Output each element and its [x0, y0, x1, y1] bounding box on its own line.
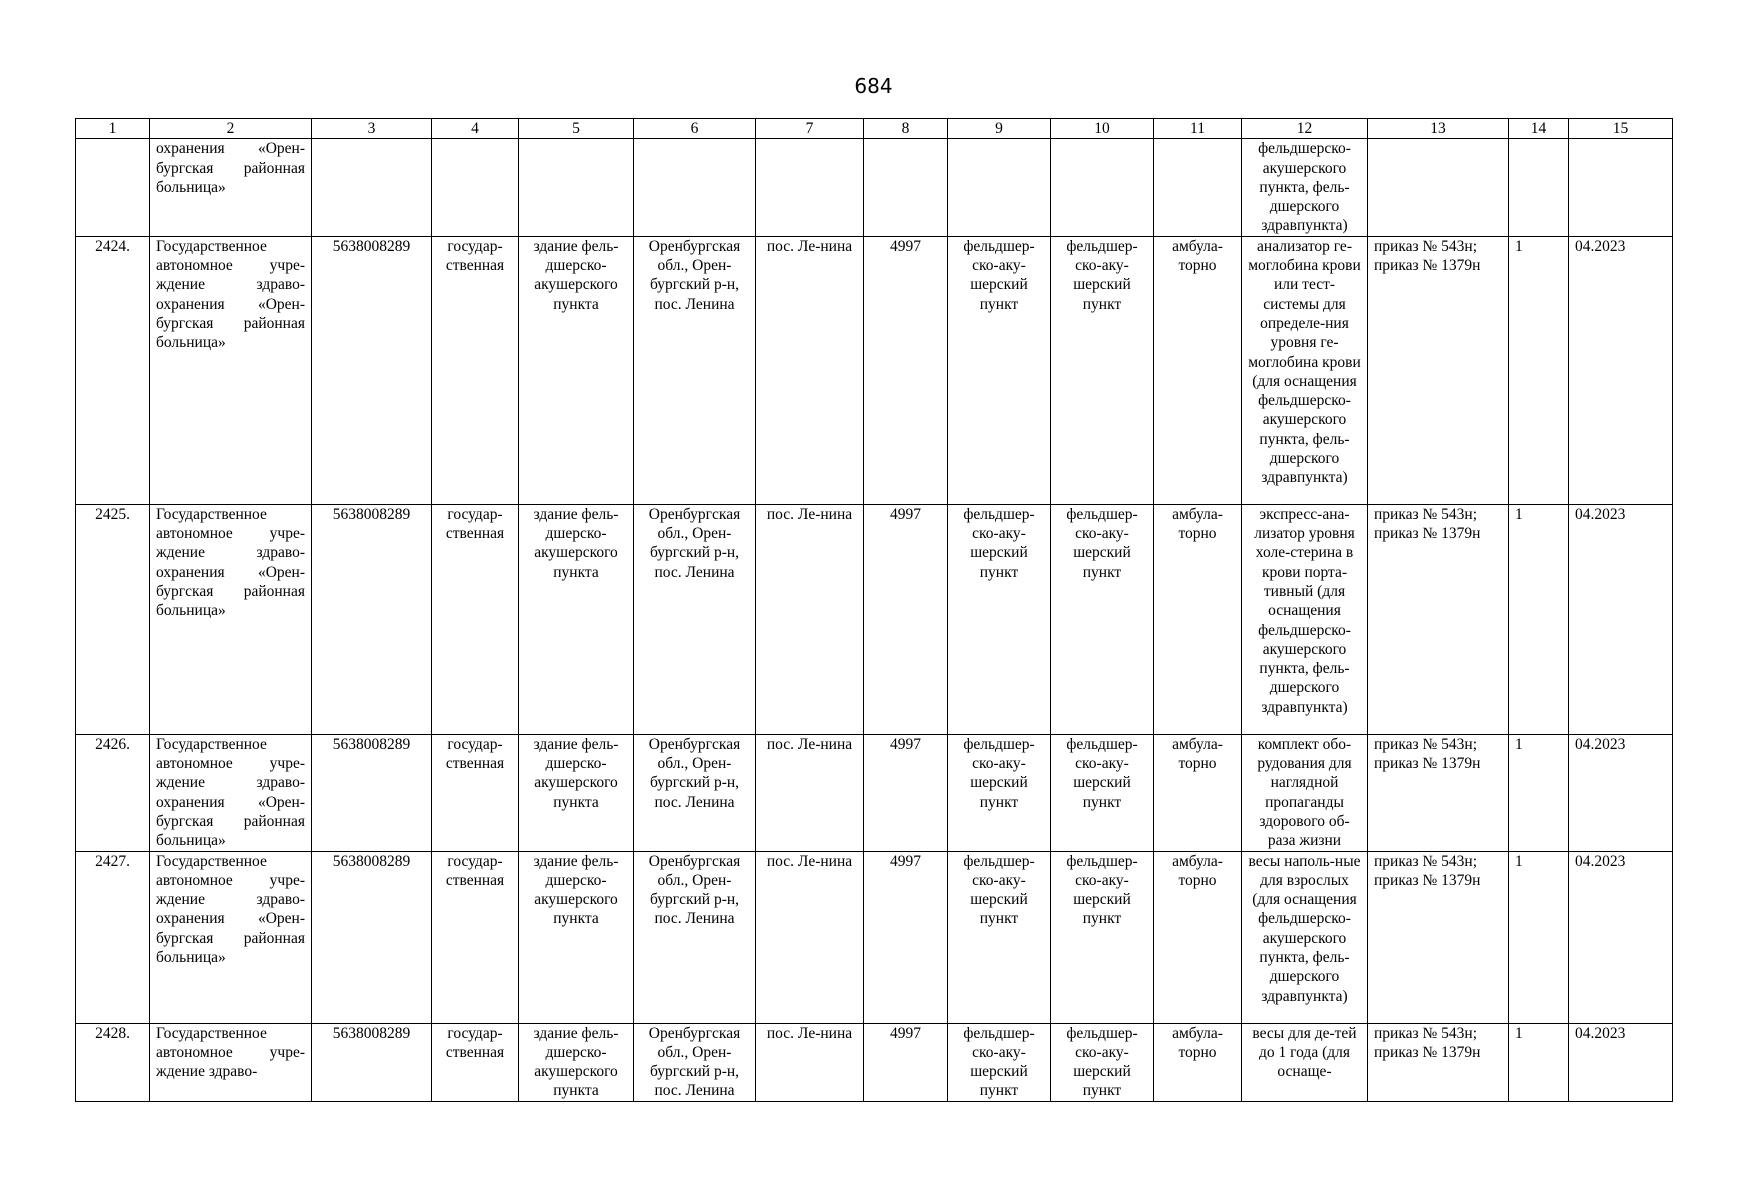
cell-care-form: амбула-торно — [1154, 1023, 1242, 1101]
cell-population: 4997 — [864, 1023, 948, 1101]
cell-org: Государственное автономное учре-ждение здраво-охранения «Орен-бургская районная больница» — [150, 236, 312, 504]
cell-settlement: пос. Ле-нина — [756, 851, 864, 1023]
cell-qty: 1 — [1509, 851, 1569, 1023]
column-header: 1 — [76, 119, 150, 139]
register-table — [75, 118, 1673, 1102]
cell-empty — [519, 139, 634, 236]
column-header: 14 — [1509, 119, 1569, 139]
cell-date: 04.2023 — [1569, 1023, 1673, 1101]
column-header: 15 — [1569, 119, 1673, 139]
cell-unit-type: фельдшер-ско-аку-шерский пункт — [948, 851, 1051, 1023]
cell-org: Государственное автономное учре-ждение здраво-охранения «Орен-бургская районная больница» — [150, 851, 312, 1023]
cell-org: Государственное автономное учре-ждение здраво-охранения «Орен-бургская районная больница» — [150, 734, 312, 851]
cell-ownership: государ-ственная — [432, 1023, 519, 1101]
cell-qty: 1 — [1509, 734, 1569, 851]
cell-inn: 5638008289 — [312, 1023, 432, 1101]
cell-ownership: государ-ственная — [432, 734, 519, 851]
cell-ownership: государ-ственная — [432, 851, 519, 1023]
cell-settlement: пос. Ле-нина — [756, 734, 864, 851]
cell-building: здание фель-дшерско-акушерского пункта — [519, 734, 634, 851]
cell-address: Оренбургская обл., Орен-бургский р-н, пос. Ленина — [634, 504, 756, 734]
cell-population: 4997 — [864, 236, 948, 504]
cell-address: Оренбургская обл., Орен-бургский р-н, пос. Ленина — [634, 851, 756, 1023]
cell-order: приказ № 543н; приказ № 1379н — [1368, 504, 1509, 734]
cell-org: Государственное автономное учре-ждение здраво- — [150, 1023, 312, 1101]
cell-unit-type: фельдшер-ско-аку-шерский пункт — [948, 1023, 1051, 1101]
cell-address: Оренбургская обл., Орен-бургский р-н, пос. Ленина — [634, 1023, 756, 1101]
cell-empty — [312, 139, 432, 236]
cell-order: приказ № 543н; приказ № 1379н — [1368, 1023, 1509, 1101]
cell-num: 2426. — [76, 734, 150, 851]
table-row — [76, 504, 1673, 734]
cell-inn: 5638008289 — [312, 504, 432, 734]
cell-inn: 5638008289 — [312, 851, 432, 1023]
cell-unit-name: фельдшер-ско-аку-шерский пункт — [1051, 1023, 1154, 1101]
cell-date: 04.2023 — [1569, 734, 1673, 851]
cell-empty — [1509, 139, 1569, 236]
cell-num: 2428. — [76, 1023, 150, 1101]
column-header: 12 — [1242, 119, 1368, 139]
cell-num: 2425. — [76, 504, 150, 734]
cell-unit-name: фельдшер-ско-аку-шерский пункт — [1051, 734, 1154, 851]
cell-settlement: пос. Ле-нина — [756, 504, 864, 734]
column-header: 2 — [150, 119, 312, 139]
cell-care-form: амбула-торно — [1154, 236, 1242, 504]
cell-order: приказ № 543н; приказ № 1379н — [1368, 236, 1509, 504]
table-row — [76, 851, 1673, 1023]
cell-address: Оренбургская обл., Орен-бургский р-н, пос. Ленина — [634, 236, 756, 504]
cell-settlement: пос. Ле-нина — [756, 236, 864, 504]
table-row — [76, 1023, 1673, 1101]
column-header: 8 — [864, 119, 948, 139]
cell-unit-name: фельдшер-ско-аку-шерский пункт — [1051, 504, 1154, 734]
cell-unit-name: фельдшер-ско-аку-шерский пункт — [1051, 851, 1154, 1023]
table-row — [76, 236, 1673, 504]
column-header: 9 — [948, 119, 1051, 139]
cell-qty: 1 — [1509, 504, 1569, 734]
column-header: 10 — [1051, 119, 1154, 139]
cell-unit-type: фельдшер-ско-аку-шерский пункт — [948, 236, 1051, 504]
cell-building: здание фель-дшерско-акушерского пункта — [519, 1023, 634, 1101]
cell-population: 4997 — [864, 504, 948, 734]
cell-care-form: амбула-торно — [1154, 504, 1242, 734]
cell-empty — [1154, 139, 1242, 236]
column-header: 6 — [634, 119, 756, 139]
page-number: 684 — [854, 74, 893, 98]
cell-empty — [864, 139, 948, 236]
cell-inn: 5638008289 — [312, 236, 432, 504]
cell-population: 4997 — [864, 851, 948, 1023]
cell-care-form: амбула-торно — [1154, 734, 1242, 851]
column-header: 13 — [1368, 119, 1509, 139]
column-header: 11 — [1154, 119, 1242, 139]
cell-building: здание фель-дшерско-акушерского пункта — [519, 236, 634, 504]
cell-equipment: анализатор ге-моглобина крови или тест-системы для определе-ния уровня ге-моглобина крови (для оснащения фельдшерско-акушерского пункта, фель-дшерского здравпункта) — [1242, 236, 1368, 504]
cell-empty — [756, 139, 864, 236]
cell-empty — [1368, 139, 1509, 236]
cell-ownership: государ-ственная — [432, 504, 519, 734]
cell-qty: 1 — [1509, 236, 1569, 504]
cell-qty: 1 — [1509, 1023, 1569, 1101]
cell-empty — [1051, 139, 1154, 236]
cell-num: 2427. — [76, 851, 150, 1023]
cell-empty — [1569, 139, 1673, 236]
cell-org: Государственное автономное учре-ждение здраво-охранения «Орен-бургская районная больница» — [150, 504, 312, 734]
cell-care-form: амбула-торно — [1154, 851, 1242, 1023]
cell-unit-type: фельдшер-ско-аку-шерский пункт — [948, 734, 1051, 851]
cell-equipment: комплект обо-рудования для наглядной пропаганды здорового об-раза жизни — [1242, 734, 1368, 851]
cell-date: 04.2023 — [1569, 236, 1673, 504]
cell-settlement: пос. Ле-нина — [756, 1023, 864, 1101]
cell-empty — [948, 139, 1051, 236]
cell-population: 4997 — [864, 734, 948, 851]
cell-num — [76, 139, 150, 236]
cell-address: Оренбургская обл., Орен-бургский р-н, пос. Ленина — [634, 734, 756, 851]
cell-building: здание фель-дшерско-акушерского пункта — [519, 851, 634, 1023]
column-header: 3 — [312, 119, 432, 139]
cell-unit-type: фельдшер-ско-аку-шерский пункт — [948, 504, 1051, 734]
continuation-row — [76, 139, 1673, 236]
cell-order: приказ № 543н; приказ № 1379н — [1368, 851, 1509, 1023]
cell-equipment: экспресс-ана-лизатор уровня холе-стерина в крови порта-тивный (для оснащения фельдшерско-акушерского пункта, фель-дшерского здравпункта) — [1242, 504, 1368, 734]
cell-org: охранения «Орен-бургская районная больница» — [150, 139, 312, 236]
column-header: 4 — [432, 119, 519, 139]
cell-equipment: весы наполь-ные для взрослых (для оснащения фельдшерско-акушерского пункта, фель-дшерского здравпункта) — [1242, 851, 1368, 1023]
column-header: 7 — [756, 119, 864, 139]
cell-empty — [634, 139, 756, 236]
cell-inn: 5638008289 — [312, 734, 432, 851]
cell-ownership: государ-ственная — [432, 236, 519, 504]
cell-unit-name: фельдшер-ско-аку-шерский пункт — [1051, 236, 1154, 504]
column-header: 5 — [519, 119, 634, 139]
cell-building: здание фель-дшерско-акушерского пункта — [519, 504, 634, 734]
cell-num: 2424. — [76, 236, 150, 504]
cell-date: 04.2023 — [1569, 851, 1673, 1023]
cell-date: 04.2023 — [1569, 504, 1673, 734]
cell-order: приказ № 543н; приказ № 1379н — [1368, 734, 1509, 851]
table-row — [76, 734, 1673, 851]
cell-equipment: фельдшерско-акушерского пункта, фель-дшерского здравпункта) — [1242, 139, 1368, 236]
cell-empty — [432, 139, 519, 236]
column-number-row — [76, 119, 1673, 139]
cell-equipment: весы для де-тей до 1 года (для оснаще- — [1242, 1023, 1368, 1101]
